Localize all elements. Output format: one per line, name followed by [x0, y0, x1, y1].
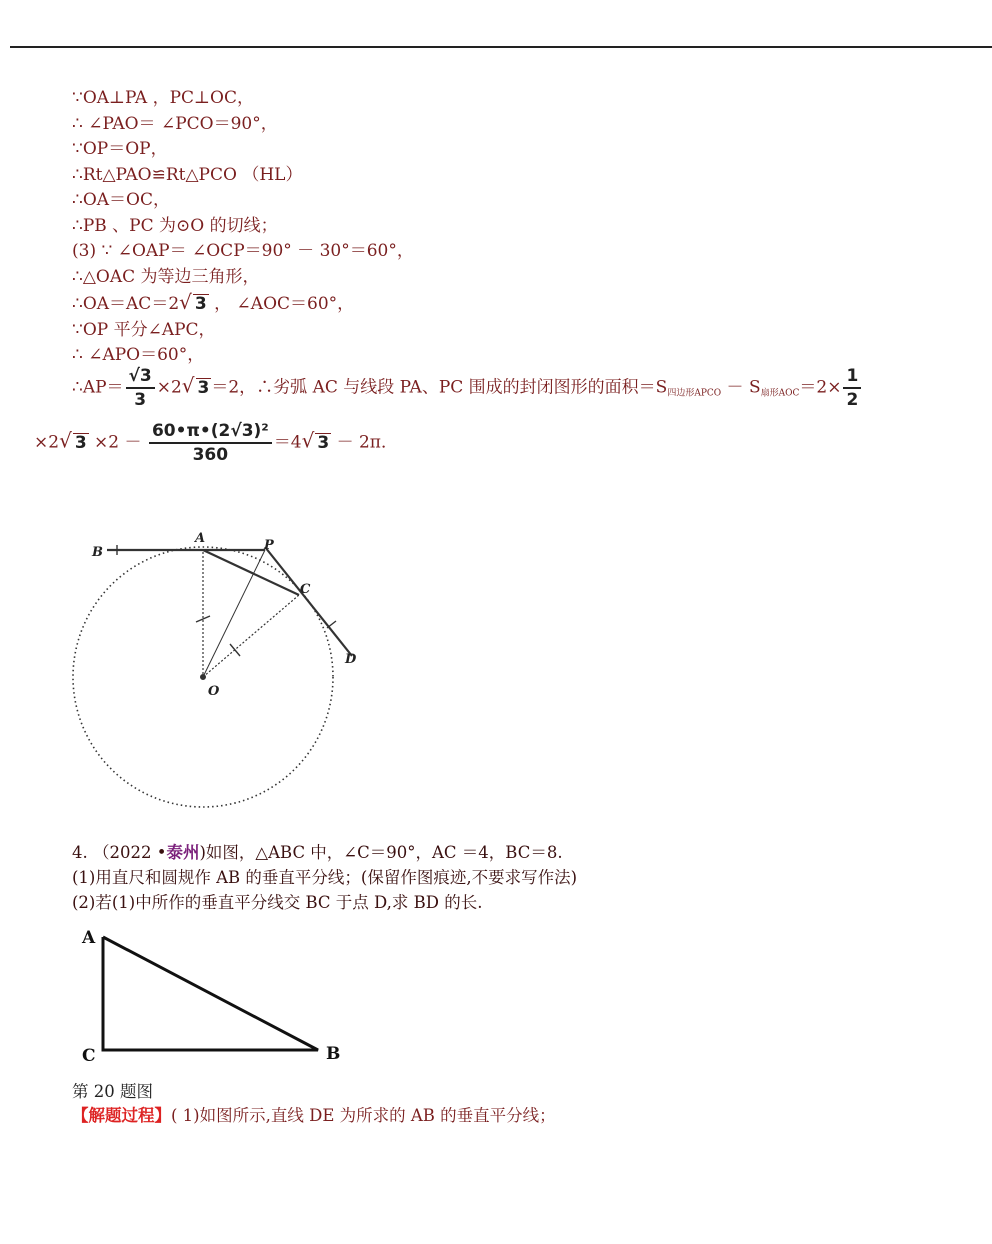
tick-mark	[230, 644, 240, 656]
text: ×2 －	[88, 432, 147, 453]
label-A2: A	[82, 928, 96, 948]
proof-line: ∴ ∠APO＝60°，	[72, 345, 205, 365]
radius-OC	[203, 595, 299, 677]
radicand: 3	[74, 432, 87, 453]
triangle-figure	[103, 937, 318, 1050]
fraction-numerator: 1	[843, 365, 861, 389]
proof-line: ∵OP 平分∠APC，	[72, 319, 216, 340]
source-place: 泰州	[166, 843, 200, 862]
label-C: C	[300, 582, 311, 597]
proof-line: ∵OP＝OP，	[72, 139, 168, 159]
segment-OP	[203, 550, 265, 677]
text: － S	[721, 377, 761, 398]
q4-part2: (2)若(1)中所作的垂直平分线交 BC 于点 D,求 BD 的长.	[72, 893, 483, 912]
text: ∴OA＝AC＝2	[72, 294, 180, 314]
sqrt-sign: √	[179, 290, 192, 314]
fraction-numerator: √3	[126, 365, 155, 389]
proof-line: ∴△OAC 为等边三角形，	[72, 266, 260, 287]
radicand: 3	[194, 294, 207, 314]
sqrt-sign: √	[301, 428, 315, 453]
q4-part1: (1)用直尺和圆规作 AB 的垂直平分线；(保留作图痕迹,不要求写作法)	[72, 868, 578, 887]
label-O: O	[208, 684, 220, 699]
label-B2: B	[326, 1044, 341, 1064]
label-A: A	[195, 531, 206, 546]
solution-tag: 【解题过程】	[72, 1106, 171, 1125]
sqrt-sign: √	[59, 428, 72, 453]
fraction-denominator: 3	[134, 390, 147, 410]
proof-line: ∴ ∠PAO＝ ∠PCO＝90°，	[72, 113, 278, 134]
proof-line: (3) ∵ ∠OAP＝ ∠OCP＝90° － 30°＝60°，	[72, 241, 414, 261]
q4-stem-line	[72, 840, 577, 865]
radicand: 3	[197, 377, 210, 398]
center-point	[201, 675, 206, 680]
question-stem: )如图，△ABC 中，∠C＝90°，AC ＝4，BC＝8.	[199, 843, 563, 862]
proof-line: ∴PB 、PC 为⊙O 的切线；	[72, 215, 278, 236]
question-number: 4.	[72, 843, 88, 862]
question-4	[72, 840, 577, 915]
radicand: 3	[317, 432, 330, 453]
text: ， ∠AOC＝60°，	[208, 294, 355, 314]
tangent-line-PD	[265, 547, 352, 656]
tick-mark	[327, 621, 336, 628]
label-D: D	[345, 652, 357, 667]
proof-line: ∴OA＝OC，	[72, 190, 170, 210]
text: ＝2，∴劣弧 AC 与线段 PA、PC 围成的封闭图形的面积＝S	[211, 377, 668, 398]
triangle-ACB	[103, 937, 318, 1050]
sqrt-sign: √	[181, 373, 195, 398]
text: － 2π．	[331, 432, 398, 453]
figure-caption: 第 20 题图	[72, 1082, 153, 1101]
label-P: P	[264, 538, 274, 553]
fraction-numerator: 60•π•(2√3)²	[149, 420, 272, 444]
label-B: B	[92, 545, 103, 560]
text: ×2	[34, 432, 60, 453]
proof-line: ∴Rt△PAO≌Rt△PCO （HL）	[72, 164, 303, 185]
subscript: 四边形APCO	[667, 388, 722, 399]
text: ＝4	[273, 432, 302, 453]
solution-line	[72, 1102, 556, 1126]
fraction-denominator: 360	[192, 445, 229, 465]
text: ＝2×	[799, 377, 842, 398]
proof-line: ∵OA⊥PA ，PC⊥OC，	[72, 88, 254, 108]
solution-text: ( 1)如图所示,直线 DE 为所求的 AB 的垂直平分线；	[171, 1106, 556, 1125]
text: ×2	[156, 377, 182, 398]
source-prefix: （2022 •	[93, 843, 167, 862]
text: ∴AP＝	[72, 377, 124, 398]
label-C2: C	[82, 1046, 96, 1066]
subscript: 扇形AOC	[760, 388, 800, 399]
fraction-denominator: 2	[846, 390, 859, 410]
